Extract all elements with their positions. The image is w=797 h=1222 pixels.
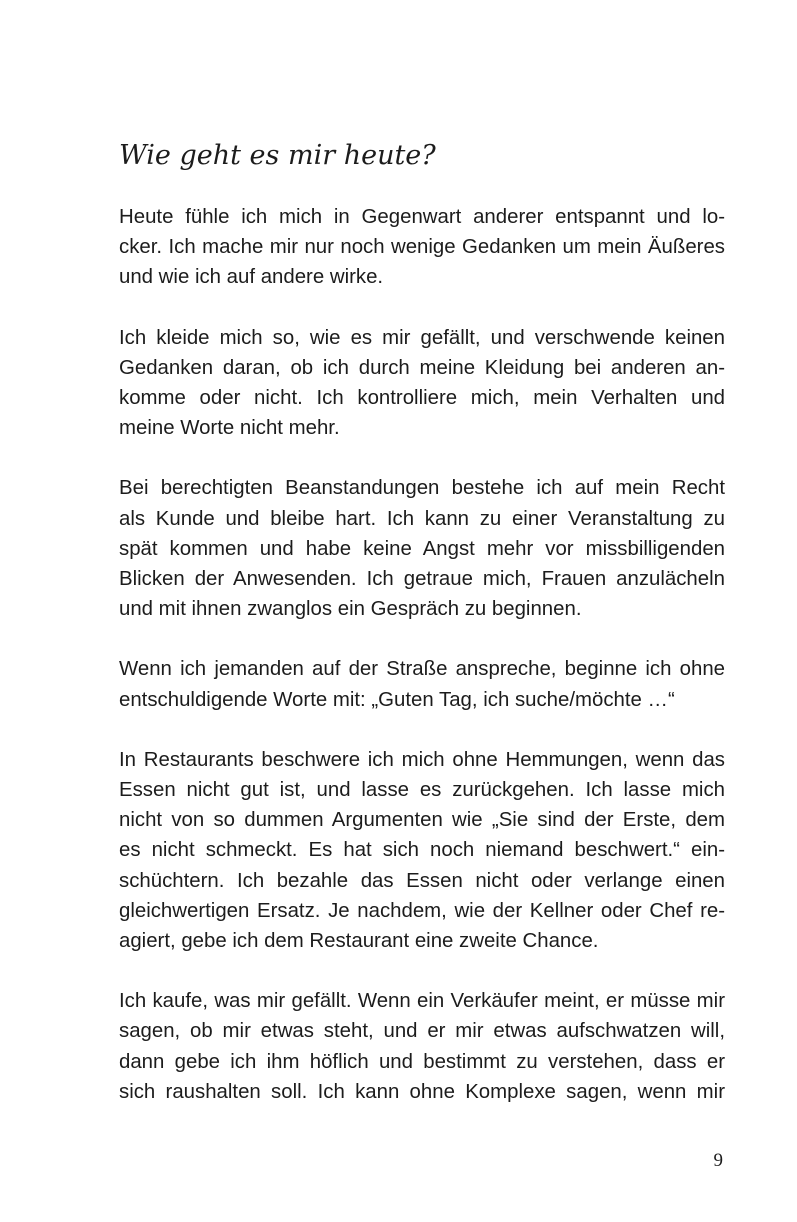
text-line: Blicken der Anwesenden. Ich getraue mich, Frauen anzulächeln: [119, 568, 725, 591]
paragraph: [119, 654, 725, 714]
text-line: es nicht schmeckt. Es hat sich noch niemand beschwert.“ ein-: [119, 839, 725, 862]
body-text: [119, 202, 725, 1137]
paragraph: [119, 745, 725, 956]
text-line: und mit ihnen zwanglos ein Gespräch zu beginnen.: [119, 598, 582, 621]
text-line: spät kommen und habe keine Angst mehr vor missbilligenden: [119, 537, 725, 560]
paragraph: [119, 323, 725, 444]
text-line: Wenn ich jemanden auf der Straße anspreche, beginne ich ohne: [119, 658, 725, 681]
paragraph: [119, 986, 725, 1107]
text-line: meine Worte nicht mehr.: [119, 417, 340, 440]
text-line: Ich kaufe, was mir gefällt. Wenn ein Verkäufer meint, er müsse mir: [119, 990, 725, 1013]
text-line: Bei berechtigten Beanstandungen bestehe ich auf mein Recht: [119, 477, 725, 500]
paragraph: [119, 202, 725, 293]
page-heading: Wie geht es mir heute?: [119, 140, 436, 171]
text-line: als Kunde und bleibe hart. Ich kann zu einer Veranstaltung zu: [119, 507, 725, 530]
text-line: komme oder nicht. Ich kontrolliere mich, mein Verhalten und: [119, 387, 725, 410]
text-line: gleichwertigen Ersatz. Je nachdem, wie der Kellner oder Chef re-: [119, 899, 725, 922]
text-line: Ich kleide mich so, wie es mir gefällt, und verschwende keinen: [119, 326, 725, 349]
text-line: sich raushalten soll. Ich kann ohne Komplexe sagen, wenn mir: [119, 1080, 725, 1103]
text-line: dann gebe ich ihm höflich und bestimmt zu verstehen, dass er: [119, 1050, 725, 1073]
page-number: 9: [713, 1150, 723, 1171]
text-line: Gedanken daran, ob ich durch meine Kleidung bei anderen an-: [119, 356, 725, 379]
text-line: entschuldigende Worte mit: „Guten Tag, ich suche/möchte …“: [119, 688, 675, 711]
text-line: und wie ich auf andere wirke.: [119, 266, 384, 289]
text-line: Essen nicht gut ist, und lasse es zurückgehen. Ich lasse mich: [119, 779, 725, 802]
text-line: Heute fühle ich mich in Gegenwart anderer entspannt und lo-: [119, 206, 725, 228]
text-line: sagen, ob mir etwas steht, und er mir etwas aufschwatzen will,: [119, 1020, 725, 1043]
text-line: agiert, gebe ich dem Restaurant eine zweite Chance.: [119, 930, 599, 953]
paragraph: [119, 473, 725, 624]
text-line: cker. Ich mache mir nur noch wenige Gedanken um mein Äußeres: [119, 236, 725, 259]
text-line: In Restaurants beschwere ich mich ohne Hemmungen, wenn das: [119, 748, 725, 771]
text-line: schüchtern. Ich bezahle das Essen nicht oder verlange einen: [119, 869, 725, 892]
text-line: nicht von so dummen Argumenten wie „Sie sind der Erste, dem: [119, 809, 725, 832]
